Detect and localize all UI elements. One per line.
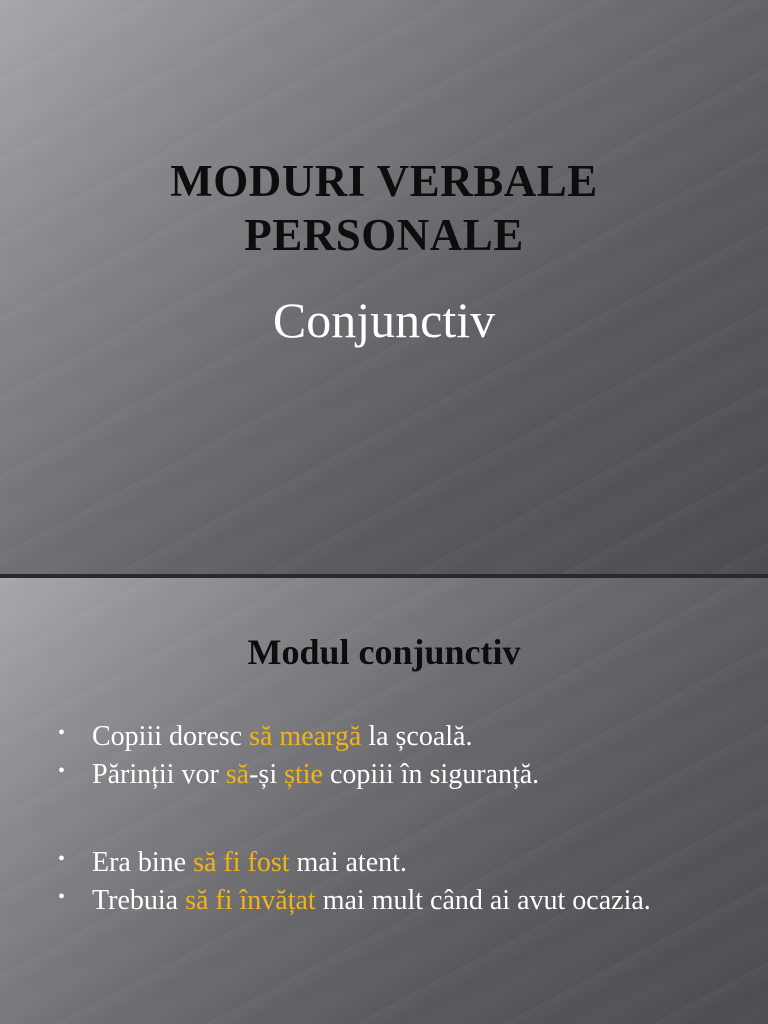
bullet-list bbox=[58, 718, 698, 920]
highlighted-verb: să fi învățat bbox=[185, 885, 316, 916]
bullet-text: Copiii doresc să meargă la școală. bbox=[92, 721, 473, 752]
bullet-icon: • bbox=[58, 722, 66, 744]
content-title: Modul conjunctiv bbox=[247, 632, 521, 672]
slide-subtitle: Conjunctiv bbox=[272, 292, 496, 348]
highlighted-verb: să fi fost bbox=[193, 847, 290, 878]
title-line-2: PERSONALE bbox=[244, 210, 524, 260]
title-line-1: MODURI VERBALE bbox=[170, 156, 598, 206]
bullet-text: Trebuia să fi învățat mai mult când ai avut ocazia. bbox=[92, 885, 651, 916]
bullet-item bbox=[58, 718, 698, 756]
highlighted-verb: să meargă bbox=[249, 721, 362, 752]
slide-content bbox=[0, 578, 768, 1024]
highlighted-verb: să bbox=[225, 759, 250, 790]
bullet-item bbox=[58, 756, 698, 794]
bullet-icon: • bbox=[58, 886, 66, 908]
bullet-item bbox=[58, 882, 698, 920]
bullet-text: Era bine să fi fost mai atent. bbox=[92, 847, 407, 878]
bullet-icon: • bbox=[58, 848, 66, 870]
bullet-item bbox=[58, 844, 698, 882]
highlighted-verb: știe bbox=[284, 759, 323, 790]
slide-title-heading bbox=[0, 154, 768, 262]
bullet-icon: • bbox=[58, 760, 66, 782]
bullet-text: Părinții vor să-și știe copiii în siguranță. bbox=[92, 759, 540, 790]
